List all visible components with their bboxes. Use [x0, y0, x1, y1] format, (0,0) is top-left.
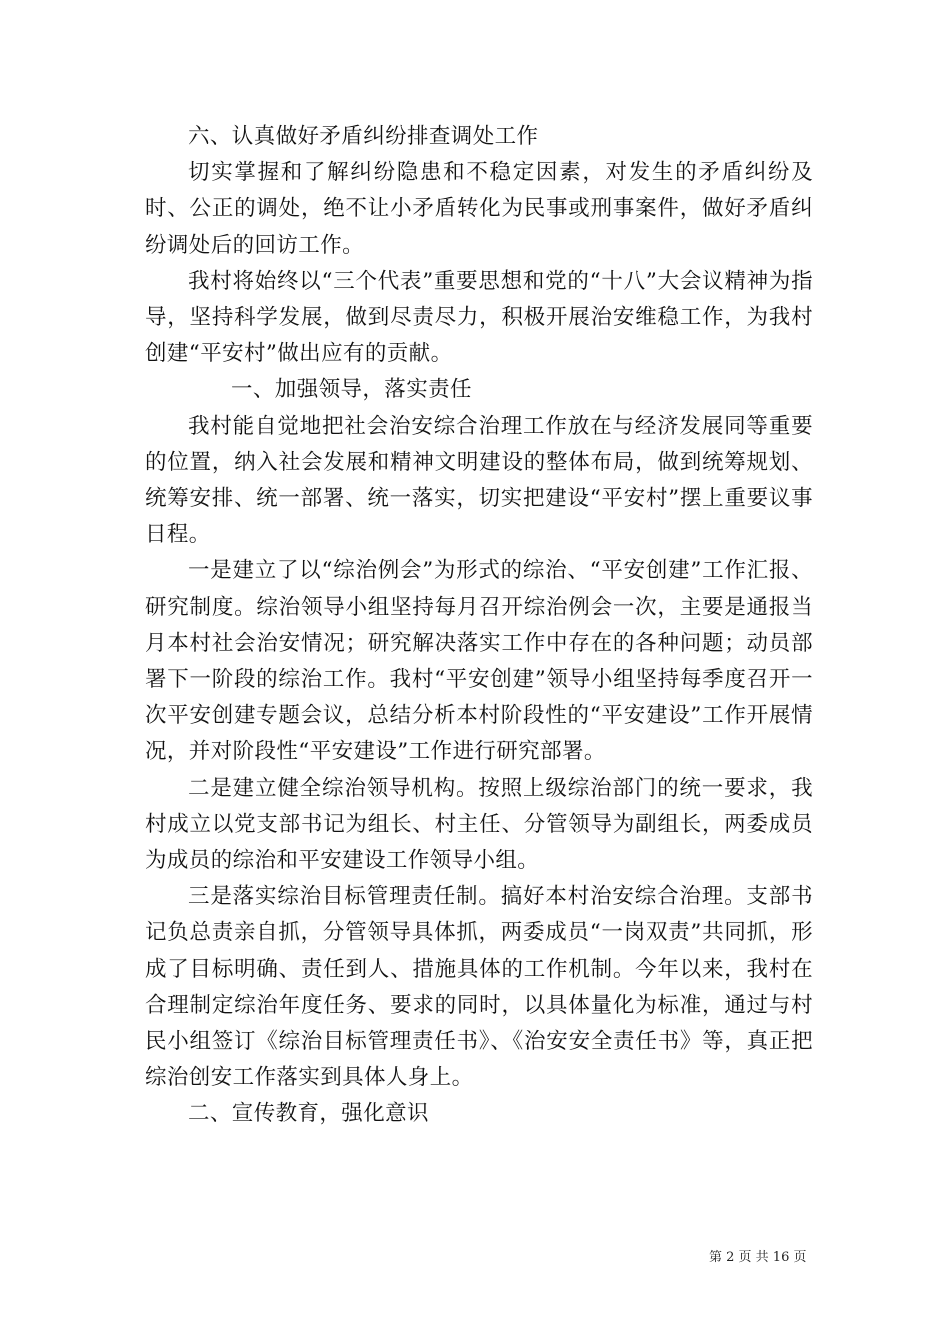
section-heading: 二、宣传教育，强化意识 [188, 1101, 429, 1127]
page-number: 第 2 页 共 16 页 [709, 1250, 807, 1265]
paragraph: 三是落实综治目标管理责任制。搞好本村治安综合治理。支部书记负总责亲自抓，分管领导具体抓，两委成员“一岗双责”共同抓，形成了目标明确、责任到人、措施具体的工作机制。今年以来，我村在合理制定综治年度任务、要求的同时，以具体量化为标准，通过与村民小组签订《综治目标管理责任书》、《治安安全责任书》等，真正把综治创安工作落实到具体人身上。 [145, 884, 813, 1091]
section-heading: 六、认真做好矛盾纠纷排查调处工作 [188, 124, 539, 149]
document-body [145, 119, 813, 1133]
paragraph: 我村将始终以“三个代表”重要思想和党的“十八”大会议精神为指导，坚持科学发展，做到尽责尽力，积极开展治安维稳工作，为我村创建“平安村”做出应有的贡献。 [145, 268, 813, 367]
paragraph: 二是建立健全综治领导机构。按照上级综治部门的统一要求，我村成立以党支部书记为组长、村主任、分管领导为副组长，两委成员为成员的综治和平安建设工作领导小组。 [145, 775, 813, 874]
paragraph: 切实掌握和了解纠纷隐患和不稳定因素，对发生的矛盾纠纷及时、公正的调处，绝不让小矛盾转化为民事或刑事案件，做好矛盾纠纷调处后的回访工作。 [145, 160, 813, 258]
paragraph: 我村能自觉地把社会治安综合治理工作放在与经济发展同等重要的位置，纳入社会发展和精神文明建设的整体布局，做到统筹规划、统筹安排、统一部署、统一落实，切实把建设“平安村”摆上重要议事日程。 [145, 413, 813, 548]
paragraph: 一是建立了以“综治例会”为形式的综治、“平安创建”工作汇报、研究制度。综治领导小组坚持每月召开综治例会一次，主要是通报当月本村社会治安情况；研究解决落实工作中存在的各种问题；动员部署下一阶段的综治工作。我村“平安创建”领导小组坚持每季度召开一次平安创建专题会议，总结分析本村阶段性的“平安建设”工作开展情况，并对阶段性“平安建设”工作进行研究部署。 [145, 558, 813, 765]
section-heading: 一、加强领导，落实责任 [231, 377, 472, 403]
